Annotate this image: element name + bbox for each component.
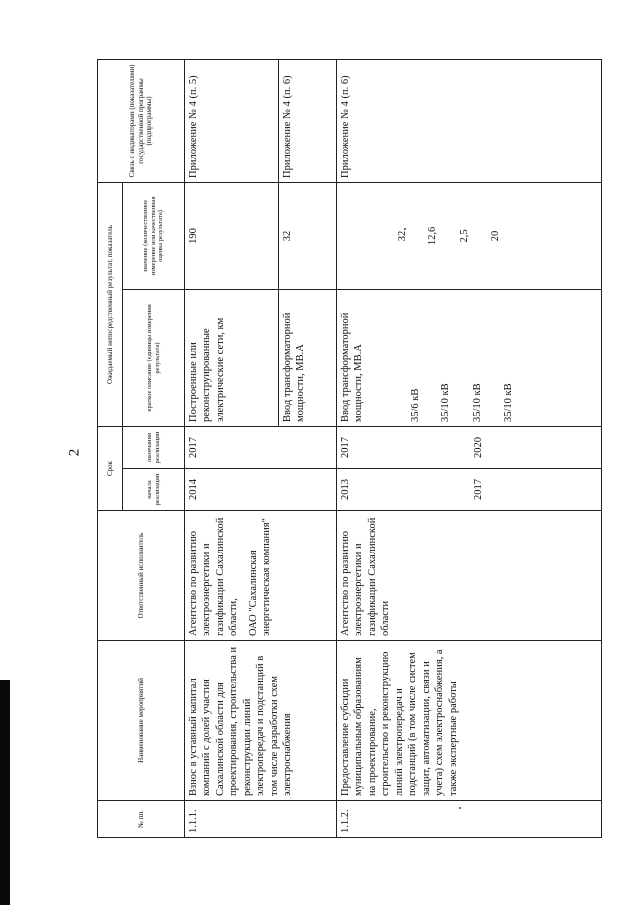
header-term-start: начала реализации xyxy=(123,469,185,511)
header-result-value: значение (количественное измерение или качественная оценка результата) xyxy=(123,182,185,289)
voltage-label: 35/10 кВ xyxy=(440,383,452,422)
voltage-label: 35/6 кВ xyxy=(409,388,421,422)
row-end xyxy=(337,426,602,468)
result-value: 32 xyxy=(279,182,337,289)
result-value xyxy=(337,182,602,289)
row-name: Взнос в уставный капитал компаний с долей участия Сахалинской области для проектирования, строительства и реконструкции линий электропередач и подстанций в том числе разработки схем электроснабжения xyxy=(185,641,337,801)
rotated-table-container xyxy=(97,60,602,838)
voltage-label: 35/10 кВ xyxy=(503,383,515,422)
row-executor: Агентство по развитию электроэнергетики и газификации Сахалинской области xyxy=(337,511,602,641)
result-value-item: 20 xyxy=(490,230,502,242)
end-year: 2020 xyxy=(473,437,485,458)
start-year: 2017 xyxy=(473,479,485,500)
table-row xyxy=(337,59,602,837)
header-name: Наименование мероприятий xyxy=(98,641,185,801)
result-title: Ввод трансформаторной мощности, МВ.А xyxy=(340,312,365,422)
row-end: 2017 xyxy=(185,426,337,468)
result-link: Приложение № 4 (п. 6) xyxy=(279,59,337,182)
result-link: Приложение № 4 (п. 5) xyxy=(185,59,279,182)
executor-text: ОАО "Сахалинская энергетическая компания" xyxy=(247,518,273,636)
row-executor xyxy=(185,511,337,641)
row-start: 2014 xyxy=(185,469,337,511)
header-executor: Ответственный исполнитель xyxy=(98,511,185,641)
result-value-item: 12,6 xyxy=(427,226,439,246)
header-result-desc: краткое описание (единицы измерения результата) xyxy=(123,289,185,426)
result-value: 190 xyxy=(185,182,279,289)
scan-edge-shadow xyxy=(0,680,10,905)
measures-table xyxy=(97,59,602,838)
start-year: 2013 xyxy=(340,479,351,500)
result-value-item: 2,5 xyxy=(458,229,470,243)
end-year: 2017 xyxy=(340,437,351,458)
row-num: 1.1.1. xyxy=(185,801,337,838)
result-desc: Построенные или реконструированные электрические сети, км xyxy=(185,289,279,426)
result-desc xyxy=(337,289,602,426)
row-name: Предоставление субсидии муниципальным образованиям на проектирование, строительство и реконструкцию линий электропередач и подстанций (в том числе систем защит, автоматизации, связи и учета) схем электроснабжения, а также экспертные работы xyxy=(337,641,602,801)
row-num: 1.1.2. xyxy=(337,801,602,838)
result-link: Приложение № 4 (п. 6) xyxy=(337,59,602,182)
voltage-label: 35/10 кВ xyxy=(471,383,483,422)
header-term: Срок xyxy=(98,426,123,510)
table-row xyxy=(185,59,279,837)
result-value-item: 32 xyxy=(397,230,408,242)
row-start xyxy=(337,469,602,511)
result-desc: Ввод трансформаторной мощности, МВ.А xyxy=(279,289,337,426)
header-num: № пп. xyxy=(98,801,185,838)
header-result: Ожидаемый непосредственный результат, показатель xyxy=(98,182,123,426)
header-term-end: окончания реализации xyxy=(123,426,185,468)
executor-text: Агентство по развитию электроэнергетики и газификации Сахалинской области, xyxy=(188,517,240,636)
header-link: Связь с индикаторами (показателями) государственной программы (подпрограммы) xyxy=(98,59,185,182)
page-number: 2 xyxy=(66,448,83,457)
